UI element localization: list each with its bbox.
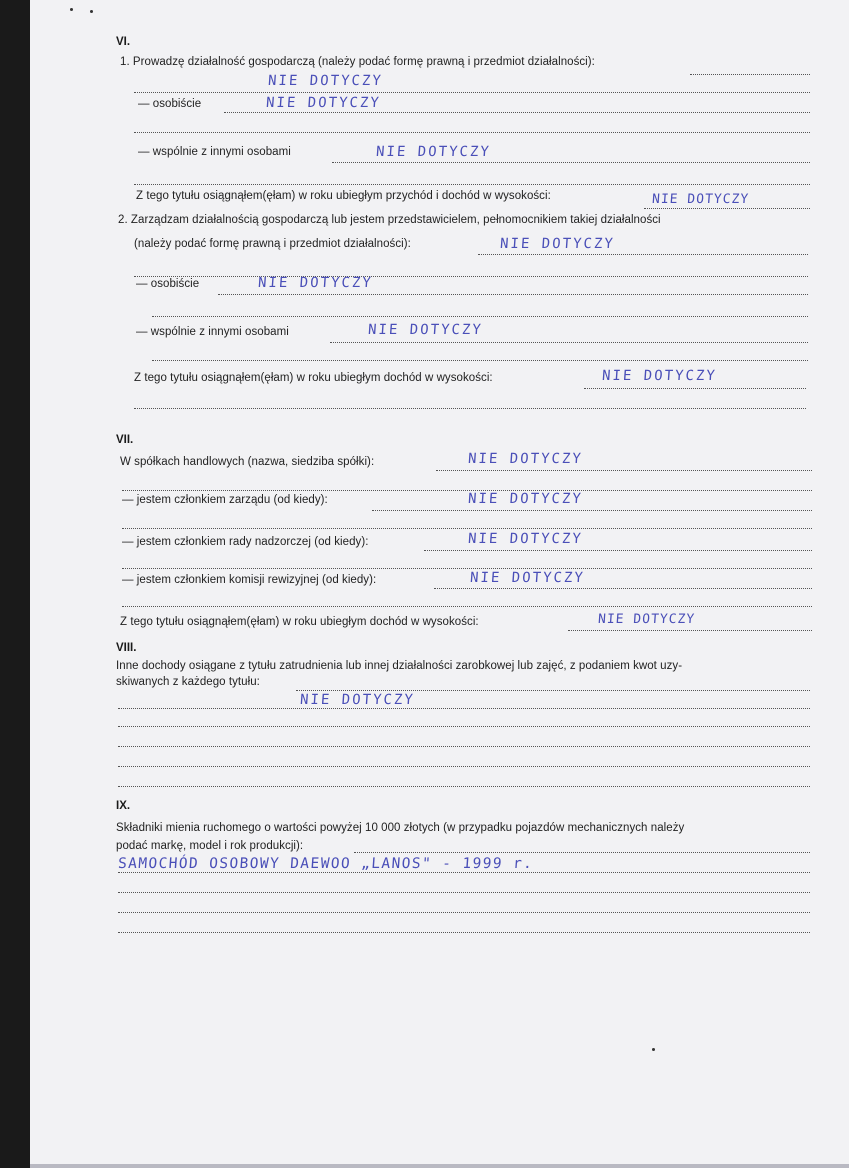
vii-income-label: Z tego tytułu osiągnąłem(ęłam) w roku ubiegłym dochód w wysokości:	[120, 616, 479, 628]
fill-line	[478, 254, 808, 255]
handwritten-answer: NIE DOTYCZY	[469, 570, 586, 586]
fill-line	[118, 932, 810, 933]
fill-line	[122, 568, 812, 569]
handwritten-answer: NIE DOTYCZY	[467, 451, 584, 467]
vi-income1-label: Z tego tytułu osiągnąłem(ęłam) w roku ubiegłym przychód i dochód w wysokości:	[136, 190, 551, 202]
fill-line	[118, 912, 810, 913]
vii-spolki-label: W spółkach handlowych (nazwa, siedziba spółki):	[120, 456, 375, 468]
vi-item2-label: 2. Zarządzam działalnością gospodarczą lub jestem przedstawicielem, pełnomocnikiem takiej działalności	[118, 214, 661, 226]
handwritten-answer: NIE DOTYCZY	[367, 322, 484, 338]
fill-line	[372, 510, 812, 511]
section-vi-heading: VI.	[116, 36, 131, 48]
vi-wspolnie-label: — wspólnie z innymi osobami	[138, 146, 291, 158]
handwritten-answer: NIE DOTYCZY	[499, 236, 616, 252]
scan-speck	[652, 1048, 655, 1051]
fill-line	[134, 408, 806, 409]
fill-line	[332, 162, 810, 163]
ix-label-cont: podać markę, model i rok produkcji):	[116, 840, 304, 852]
handwritten-answer: NIE DOTYCZY	[375, 144, 492, 160]
fill-line	[118, 872, 810, 873]
vii-rada-label: — jestem członkiem rady nadzorczej (od kiedy):	[122, 536, 369, 548]
fill-line	[690, 74, 810, 75]
viii-label-cont: skiwanych z każdego tytułu:	[116, 676, 260, 688]
fill-line	[644, 208, 810, 209]
section-ix-heading: IX.	[116, 800, 131, 812]
fill-line	[134, 132, 810, 133]
form-page	[30, 0, 849, 1164]
fill-line	[122, 606, 812, 607]
vi-osobiscie2-label: — osobiście	[136, 278, 200, 290]
handwritten-answer: NIE DOTYCZY	[467, 531, 584, 547]
fill-line	[424, 550, 812, 551]
ix-label: Składniki mienia ruchomego o wartości powyżej 10 000 złotych (w przypadku pojazdów mechanicznych należy	[116, 822, 685, 834]
handwritten-answer: NIE DOTYCZY	[257, 275, 374, 291]
fill-line	[134, 92, 810, 93]
fill-line	[218, 294, 808, 295]
fill-line	[436, 470, 812, 471]
fill-line	[330, 342, 808, 343]
vi-income2-label: Z tego tytułu osiągnąłem(ęłam) w roku ubiegłym dochód w wysokości:	[134, 372, 493, 384]
vii-zarzad-label: — jestem członkiem zarządu (od kiedy):	[122, 494, 328, 506]
handwritten-answer: NIE DOTYCZY	[267, 73, 384, 89]
fill-line	[118, 766, 810, 767]
fill-line	[434, 588, 812, 589]
handwritten-answer: NIE DOTYCZY	[597, 612, 696, 627]
vi-osobiscie-label: — osobiście	[138, 98, 202, 110]
scan-bottom-edge	[30, 1164, 849, 1168]
fill-line	[118, 708, 810, 709]
handwritten-answer: NIE DOTYCZY	[467, 491, 584, 507]
scan-speck	[70, 8, 73, 11]
fill-line	[224, 112, 810, 113]
fill-line	[134, 184, 810, 185]
scan-speck	[90, 10, 93, 13]
vii-komisja-label: — jestem członkiem komisji rewizyjnej (od kiedy):	[122, 574, 377, 586]
vi-wspolnie2-label: — wspólnie z innymi osobami	[136, 326, 289, 338]
fill-line	[118, 786, 810, 787]
handwritten-answer: NIE DOTYCZY	[265, 95, 382, 111]
fill-line	[354, 852, 810, 853]
viii-label: Inne dochody osiągane z tytułu zatrudnienia lub innej działalności zarobkowej lub zajęć, z podaniem kwot uzy-	[116, 660, 683, 672]
fill-line	[122, 528, 812, 529]
fill-line	[118, 892, 810, 893]
handwritten-answer: NIE DOTYCZY	[601, 368, 718, 384]
handwritten-vehicle: SAMOCHÓD OSOBOWY DAEWOO „LANOS" - 1999 r.	[117, 856, 534, 872]
handwritten-answer: NIE DOTYCZY	[299, 692, 416, 708]
fill-line	[152, 316, 808, 317]
fill-line	[122, 490, 812, 491]
fill-line	[118, 726, 810, 727]
section-vii-heading: VII.	[116, 434, 134, 446]
fill-line	[296, 690, 810, 691]
vi-item2-label-cont: (należy podać formę prawną i przedmiot działalności):	[134, 238, 411, 250]
fill-line	[568, 630, 812, 631]
handwritten-answer: NIE DOTYCZY	[651, 192, 750, 207]
vi-item1-label: 1. Prowadzę działalność gospodarczą (należy podać formę prawną i przedmiot działalności):	[120, 56, 595, 68]
fill-line	[584, 388, 806, 389]
fill-line	[118, 746, 810, 747]
fill-line	[134, 276, 808, 277]
fill-line	[152, 360, 808, 361]
section-viii-heading: VIII.	[116, 642, 137, 654]
